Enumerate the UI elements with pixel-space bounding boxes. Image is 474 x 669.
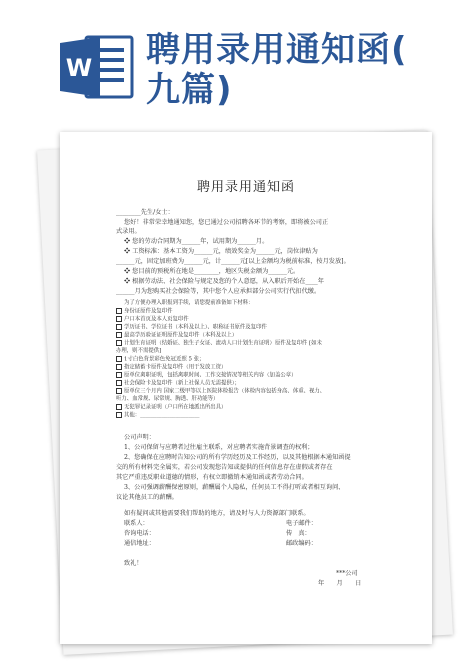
- checkbox-icon: [116, 356, 122, 362]
- statement-line: 交的所有材料完全属实，若公司发现您告知或提供的任何信息存在虚假或者存在: [116, 464, 333, 471]
- term-line: ❖ 您的劳动合同期为______年，试用期为______月。: [124, 238, 269, 245]
- checklist-item: 学历证书、学位证书（本科及以上）、职称证书原件及复印件: [116, 324, 267, 332]
- contact-label: 传 真：: [286, 530, 311, 537]
- statement-title: 公司声明：: [124, 434, 155, 441]
- contact-label: 通信地址：: [124, 540, 155, 547]
- term-line: ❖ 工资标准：基本工资为______元，绩效奖金为______元，岗位津贴为: [124, 248, 318, 255]
- checklist-item-continued: 办理，则不需提供]: [116, 348, 162, 354]
- term-line: ❖ 根据劳动法、社会保险与规定及您的个人意愿，从入职后开始在____年: [124, 278, 324, 285]
- term-line: ❖ 您目前的预税所在地是________，地区失税金额为______元。: [124, 268, 300, 275]
- salutation: ________先生/女士：: [116, 209, 174, 216]
- statement-line: 议论其他员工的薪酬。: [116, 494, 178, 501]
- term-line: ______月为您购买社会保险等，其中您个人应承担部分公司实行代扣代缴。: [116, 288, 321, 295]
- intro-line: 您好！非常荣幸地通知您，您已通过公司招聘各环节的考察，即将被公司正: [124, 219, 329, 226]
- checklist-item-continued: 听力、血常规、尿常规、胸透、肝功能等）: [116, 396, 219, 402]
- checklist-item: 社会保险卡及复印件（新上社保人员无需提供）；: [116, 380, 240, 388]
- checkbox-icon: [116, 364, 122, 370]
- checkbox-icon: [116, 340, 122, 346]
- contact-label: 咨询电话：: [124, 530, 155, 537]
- checklist-item: 原单位离职证明，包括离职时间、工作交接情况等相关内容（加盖公章）: [116, 372, 297, 380]
- signature-date: 年 月 日: [318, 580, 362, 587]
- checklist-item: 其他：______________________: [116, 412, 199, 420]
- statement-line: 3、公司强调薪酬保密原则，薪酬属个人隐私，任何员工不得打听或者相互询问、: [124, 484, 345, 491]
- checkbox-icon: [116, 324, 122, 330]
- contact-label: 电子邮件：: [286, 520, 317, 527]
- checkbox-icon: [116, 380, 122, 386]
- checklist-item: 无犯罪记录证明（户口所在地派出所出具）: [116, 404, 226, 412]
- checklist-item: 1寸白色背景彩色免冠近照 5 张；: [116, 356, 204, 364]
- contact-intro: 如有疑问或其他需要我们帮助的地方，请及时与人力资源部门联系。: [124, 510, 310, 517]
- checkbox-icon: [116, 412, 122, 418]
- checklist-item: 计划生育证明（结婚证、独生子女证、流动人口计划生育证明）原件及复印件 [如未: [116, 340, 322, 348]
- checkbox-icon: [116, 388, 122, 394]
- banner: [0, 0, 474, 130]
- banner-title-line-1: 聘用录用通知函(: [146, 30, 408, 70]
- document-title: 聘用录用通知函: [196, 180, 295, 195]
- statement-line: 其它严重违反职业道德的情形，有权立即撤销本通知函或者劳动合同。: [116, 474, 308, 481]
- checkbox-icon: [116, 308, 122, 314]
- checklist-item: 原单位三个月内 国家二级甲等以上医院体检报告（体检内容包括身高、体重、视力、: [116, 388, 325, 396]
- intro-line: 式录用。: [116, 228, 141, 235]
- checkbox-icon: [116, 316, 122, 322]
- word-document-icon: [58, 34, 136, 100]
- statement-line: 2、您确保在应聘时告知公司的所有学历经历及工作经历，以及其他根据本通知函提: [124, 454, 351, 461]
- checklist-item: 指定储蓄卡原件及复印件（用于发放工资）: [116, 364, 226, 372]
- company-name: ***公司: [336, 570, 358, 577]
- term-line: ______元，固定加班费为______元，计______元[以上金额均为税前标准，按月发放]。: [116, 258, 350, 265]
- checklist-item: 户口本首页及本人页复印件: [116, 316, 189, 324]
- document-page: [60, 132, 432, 644]
- banner-title-line-2: 九篇): [146, 70, 233, 110]
- contact-label: 联系人：: [124, 520, 149, 527]
- checkbox-icon: [116, 372, 122, 378]
- contact-label: 邮政编码：: [286, 540, 317, 547]
- checklist-item: 最高学历验证证明原件及复印件（本科及以上）: [116, 332, 237, 340]
- checkbox-icon: [116, 404, 122, 410]
- checklist-intro: 为了方便办理入职报到手续，请您提前准备如下材料：: [124, 300, 254, 306]
- checkbox-icon: [116, 332, 122, 338]
- closing: 致礼！: [124, 560, 143, 567]
- svg-text:W: W: [65, 54, 93, 82]
- checklist-item: 身份证原件及复印件: [116, 308, 173, 316]
- statement-line: 1、公司保留与应聘者过往雇主联系，对应聘者实施背景调查的权利；: [124, 444, 314, 451]
